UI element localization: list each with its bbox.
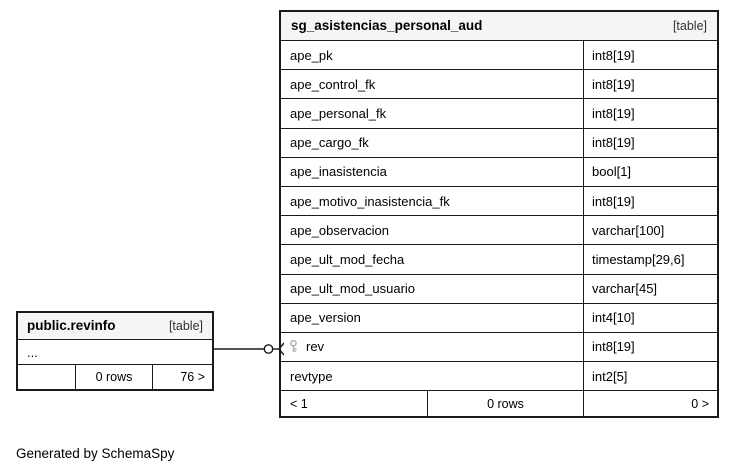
column-type-cell: bool[1] bbox=[592, 164, 632, 180]
relationship-connector bbox=[212, 336, 284, 362]
table-footer bbox=[281, 391, 717, 416]
table-footer bbox=[18, 365, 212, 389]
table-type-tag: [table] bbox=[672, 18, 707, 33]
column-name-label: rev bbox=[306, 339, 325, 355]
column-name-cell bbox=[281, 70, 584, 98]
table-row[interactable] bbox=[281, 362, 717, 391]
table-sg-asistencias-personal-aud[interactable] bbox=[279, 10, 719, 418]
table-row-primary-key[interactable] bbox=[281, 333, 717, 362]
table-header bbox=[18, 313, 212, 340]
column-name-label: ape_cargo_fk bbox=[290, 135, 369, 151]
table-row[interactable] bbox=[281, 41, 717, 70]
generated-by-label: Generated by SchemaSpy bbox=[16, 446, 175, 461]
column-name-label: revtype bbox=[290, 368, 333, 384]
footer-left-cell bbox=[18, 365, 76, 389]
row-count-label: 0 rows bbox=[76, 365, 153, 389]
column-name-cell bbox=[281, 245, 584, 273]
table-row[interactable] bbox=[281, 245, 717, 274]
column-type-cell: int8[19] bbox=[592, 105, 635, 121]
table-row[interactable] bbox=[281, 99, 717, 128]
next-page-link[interactable]: 76 > bbox=[180, 370, 205, 384]
table-row[interactable] bbox=[281, 275, 717, 304]
row-count-label: 0 rows bbox=[428, 391, 584, 416]
table-row[interactable] bbox=[281, 70, 717, 99]
column-type-cell: int8[19] bbox=[592, 135, 635, 151]
column-name-label: ape_ult_mod_fecha bbox=[290, 251, 405, 267]
column-name-label: ape_motivo_inasistencia_fk bbox=[290, 193, 450, 209]
table-row[interactable] bbox=[281, 216, 717, 245]
table-row[interactable] bbox=[281, 158, 717, 187]
next-page-link[interactable]: 0 > bbox=[691, 396, 709, 411]
column-name-cell bbox=[281, 187, 584, 215]
column-name-label: ape_inasistencia bbox=[290, 164, 387, 180]
column-name-cell bbox=[281, 158, 584, 186]
column-name-label: ape_personal_fk bbox=[290, 105, 387, 121]
column-name-label: ape_version bbox=[290, 310, 361, 326]
column-name-cell bbox=[281, 41, 584, 69]
table-type-tag: [table] bbox=[168, 318, 203, 333]
column-name-cell bbox=[281, 362, 584, 390]
column-type-cell: int8[19] bbox=[592, 339, 635, 355]
column-name-label: ape_observacion bbox=[290, 222, 390, 238]
column-type-cell: varchar[45] bbox=[592, 281, 658, 297]
column-name-cell bbox=[281, 304, 584, 332]
column-type-cell: int8[19] bbox=[592, 193, 635, 209]
column-name-label: ape_ult_mod_usuario bbox=[290, 281, 416, 297]
table-row[interactable] bbox=[281, 304, 717, 333]
table-header bbox=[281, 12, 717, 41]
table-public-revinfo[interactable] bbox=[16, 311, 214, 391]
column-name-cell bbox=[281, 275, 584, 303]
table-title: sg_asistencias_personal_aud bbox=[291, 18, 483, 33]
table-row[interactable] bbox=[281, 129, 717, 158]
column-type-cell: int4[10] bbox=[592, 310, 635, 326]
column-type-cell: timestamp[29,6] bbox=[592, 251, 685, 267]
key-icon bbox=[288, 340, 302, 353]
column-name-label: ape_control_fk bbox=[290, 76, 376, 92]
collapsed-columns-indicator[interactable]: ... bbox=[18, 340, 212, 365]
column-name-cell bbox=[281, 216, 584, 244]
column-name-cell bbox=[281, 129, 584, 157]
column-name-label: ape_pk bbox=[290, 47, 333, 63]
column-type-cell: int8[19] bbox=[592, 76, 635, 92]
column-type-cell: int8[19] bbox=[592, 47, 635, 63]
column-type-cell: int2[5] bbox=[592, 368, 628, 384]
table-title: public.revinfo bbox=[27, 318, 116, 333]
column-name-cell bbox=[281, 99, 584, 127]
column-name-cell bbox=[281, 333, 584, 361]
column-type-cell: varchar[100] bbox=[592, 222, 665, 238]
prev-page-link[interactable]: < 1 bbox=[281, 391, 428, 416]
table-row[interactable] bbox=[281, 187, 717, 216]
